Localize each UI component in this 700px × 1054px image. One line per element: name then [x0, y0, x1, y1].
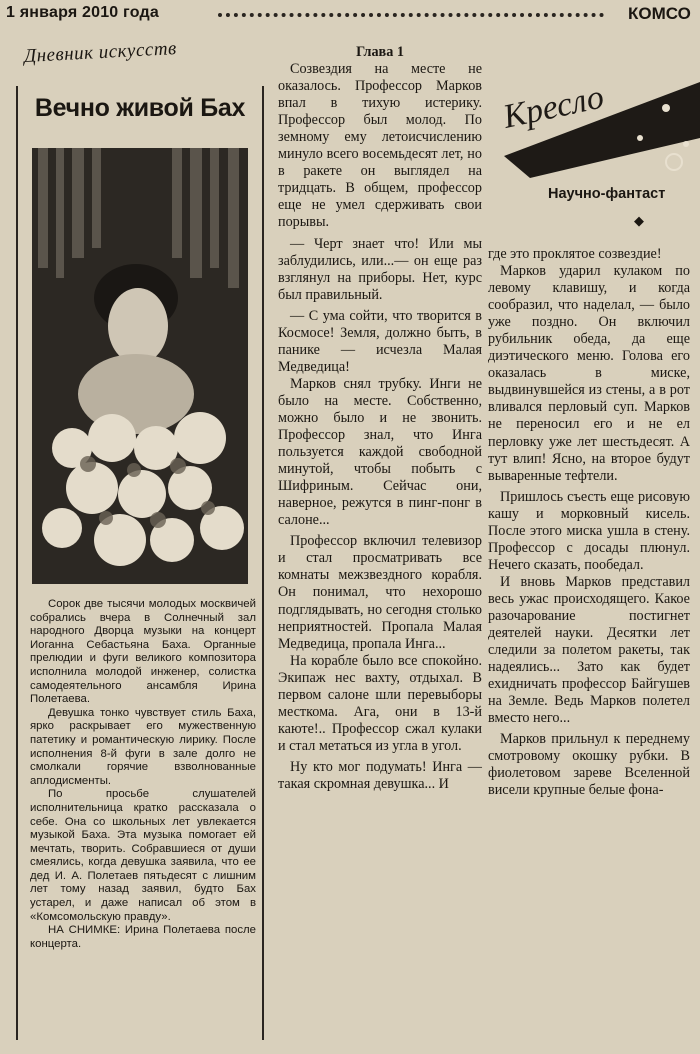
story-paragraph: Созвездия на месте не оказалось. Профессор Марков впал в тихую истерику. Профессор был молод. По земному ему летоисчислению минуло всего восемьдесят лет, но в ракете он выглядел на тридцать. В общем, профессор еще не умел сдерживать свои порывы. [278, 61, 482, 231]
photo-note: НА СНИМКЕ: Ирина Полетаева после концерта. [30, 924, 256, 950]
story-paragraph: — С ума сойти, что творится в Космосе! Земля, должно быть, в панике — исчезла Малая Медведица! [278, 307, 482, 375]
rubric-heading: Дневник искусств [23, 38, 178, 67]
caption-paragraph: По просьбе слушателей исполнительница кратко рассказала о себе. Она со школьных лет увлекается музыкой Баха. Эта музыка помогает ей мечтать, творить. Собравшиеся от души смеялись, когда девушка заявила, что ее дед И. А. Полетаев пятьдесят с лишним лет тому назад заявил, будто Бах устарел, и даже написал об этом в «Комсомольскую правду». [30, 788, 256, 923]
header-dotted-rule [218, 13, 604, 17]
story-paragraph: Марков снял трубку. Инги не было на месте. Собственно, можно было и не звонить. Профессор знал, что Инга пользуется каждой свободной минутой, чтобы побыть с Шифриным. Сейчас они, наверное, режутся в пинг-понг в салоне... [278, 375, 482, 529]
article-caption [30, 598, 256, 951]
story-paragraph: где это проклятое созвездие! [488, 246, 662, 262]
concert-photo [32, 148, 248, 584]
story-column-2 [488, 246, 690, 800]
story-paragraph: Марков прильнул к переднему смотровому окошку рубки. В фиолетовом зареве Вселенной висели крупные белые фона- [488, 731, 690, 799]
story-paragraph: Профессор включил телевизор и стал просматривать все комнаты межзвездного корабля. Он понимал, что нехорошо подглядывать, но сегодня столько неприятностей. Пропала Малая Медведица, пропала Инга... [278, 533, 482, 652]
caption-paragraph: Девушка тонко чувствует стиль Баха, ярко раскрывает его мужественную патетику и романтическую лирику. После исполнения 8-й фуги в зале долго не смолкали горячие взволнованные аплодисменты. [30, 706, 256, 787]
story-paragraph: И вновь Марков представил весь ужас происходящего. Какое разочарование постигнет деятелей науки. Десятки лет следили за полетом ракеты, так надеялись... Зато как будет ехидничать профессор Байгушев на Земле. Ведь Марков полетел вместо него... [488, 573, 690, 727]
story-paragraph: Ну кто мог подумать! Инга — такая скромная девушка... И [278, 758, 482, 792]
caption-paragraph: Сорок две тысячи молодых москвичей собрались вчера в Солнечный зал народного Дворца музыки на концерт Иоганна Себастьяна Баха. Органные прелюдии и фуги великого композитора исполнила молодой инженер, солистка самодеятельного ансамбля Ирина Полетаева. [30, 598, 256, 706]
story-banner [490, 68, 700, 184]
ornament-diamond: ◆ [634, 214, 644, 229]
story-column-1 [278, 44, 482, 793]
issue-date: 1 января 2010 года [6, 4, 159, 21]
newspaper-name: КОМСО [628, 4, 691, 23]
story-paragraph: На корабле было все спокойно. Экипаж нес вахту, отдыхал. В первом салоне шли перевыборы месткома. Ага, они в 13-й каюте!.. Профессор сжал кулаки и стал метаться из угла в угол. [278, 652, 482, 754]
story-paragraph: Марков ударил кулаком по левому клавишу, и когда сообразил, что наделал, — было уже поздно. Он включил рубильник обеда, да еще диэтического меню. Голова его оказалась в миске, выдвинувшейся из стены, а в рот вливался перловый суп. Марков не переносил его и не ел перловку уже лет шестьдесят. А тут влип! Ясно, на второе будут вываренные тефтели. [488, 263, 690, 484]
chapter-heading: Глава 1 [356, 44, 404, 60]
article-title: Вечно живой Бах [34, 94, 246, 122]
story-paragraph: Пришлось съесть еще рисовую кашу и морковный кисель. После этого миска ушла в стену. Профессор с досады плюнул. Нечего сказать, пообедал. [488, 488, 690, 573]
banner-title: Кресло [499, 78, 608, 136]
story-subheading: Научно-фантаст [548, 186, 666, 202]
story-paragraph: — Черт знает что! Или мы заблудились, или...— он еще раз взглянул на приборы. Нет, курс был правильный. [278, 235, 482, 303]
